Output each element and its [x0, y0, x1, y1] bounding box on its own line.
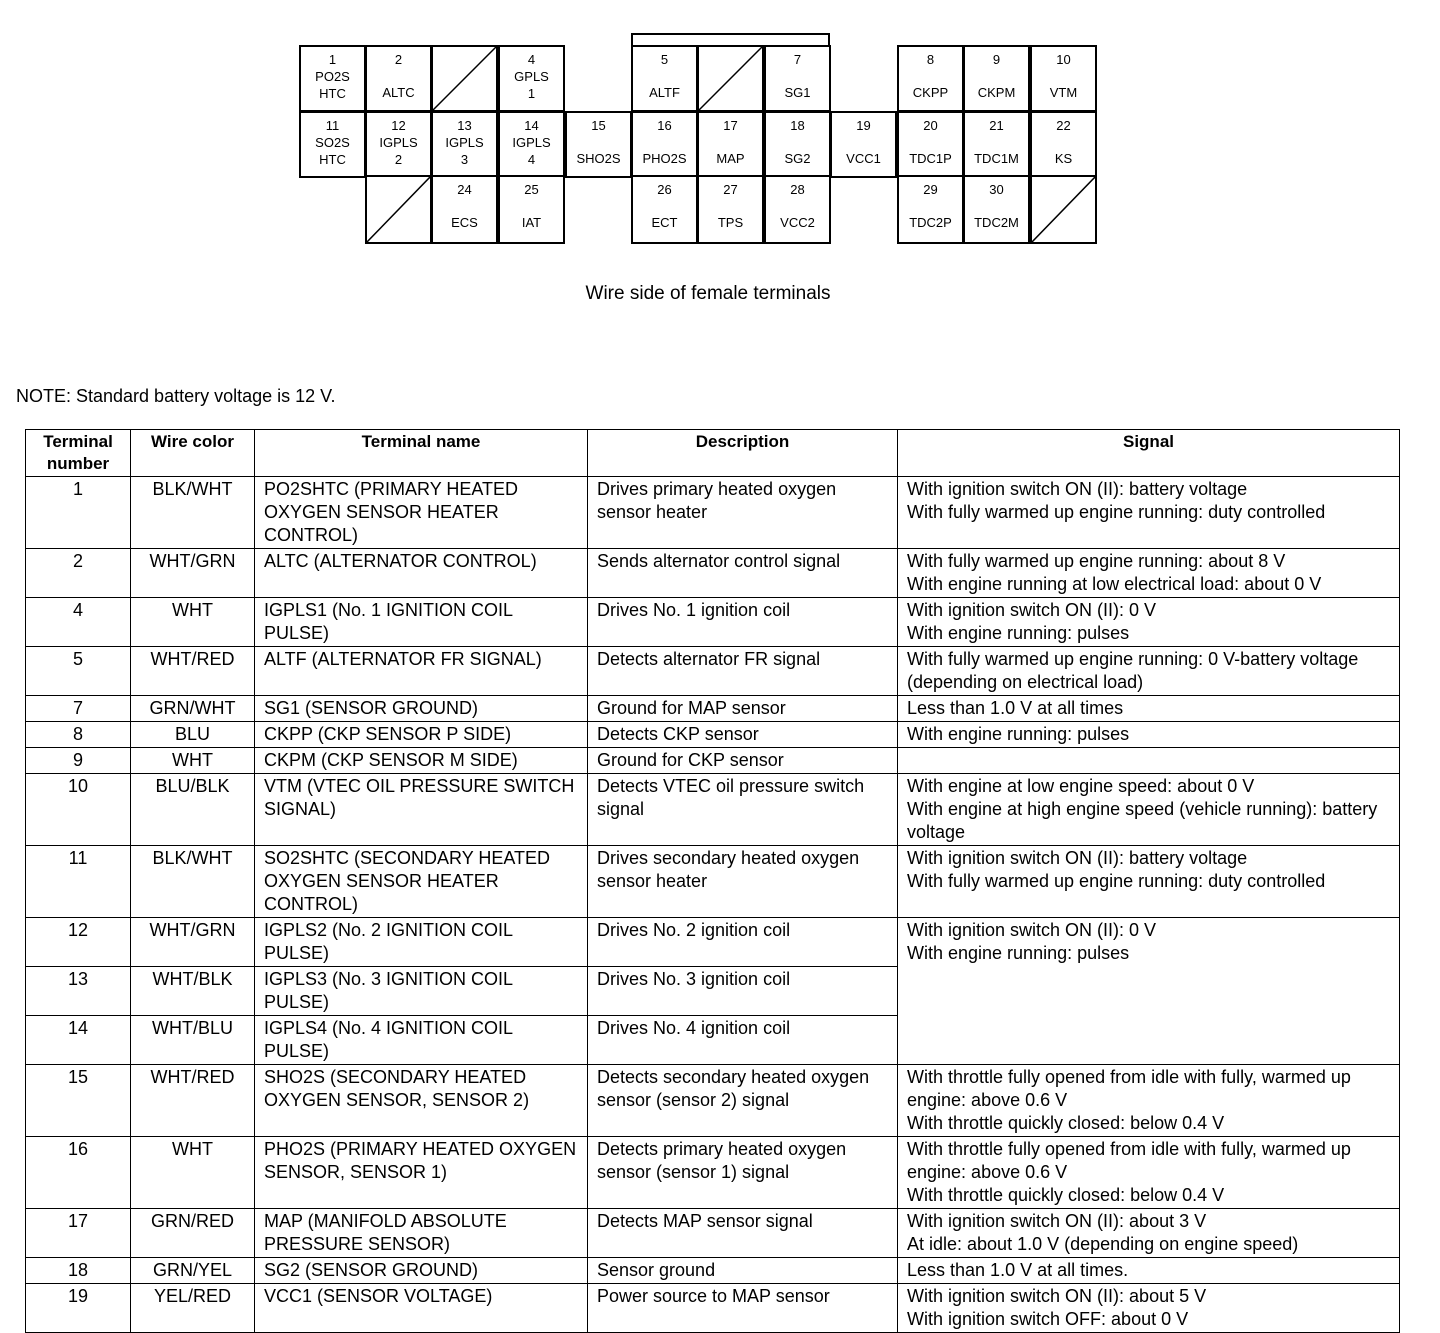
terminal-cell-number: 9	[992, 52, 1001, 67]
terminal-cell	[764, 45, 831, 112]
terminal-name-cell: VTM (VTEC OIL PRESSURE SWITCH SIGNAL)	[255, 774, 588, 846]
signal-line: With ignition switch ON (II): about 3 V	[907, 1211, 1207, 1231]
terminal-number-cell: 14	[26, 1016, 131, 1065]
signal-cell	[898, 1065, 1400, 1137]
signal-line: Less than 1.0 V at all times.	[907, 1260, 1129, 1280]
table-header-row	[26, 430, 1400, 477]
terminal-name-cell: IGPLS1 (No. 1 IGNITION COIL PULSE)	[255, 598, 588, 647]
signal-line: With throttle quickly closed: below 0.4 V	[907, 1185, 1225, 1205]
terminal-number-cell: 1	[26, 477, 131, 549]
signal-cell	[898, 1258, 1400, 1284]
description-cell: Ground for MAP sensor	[588, 696, 898, 722]
terminal-cell-number: 24	[457, 182, 472, 197]
terminal-number-cell: 16	[26, 1137, 131, 1209]
terminal-cell-number: 30	[989, 182, 1004, 197]
terminal-cell-name: SO2S HTC	[315, 135, 350, 167]
table-row	[26, 918, 1400, 967]
blank-slash-icon	[699, 47, 762, 110]
signal-line: With throttle quickly closed: below 0.4 V	[907, 1113, 1225, 1133]
description-cell: Drives No. 4 ignition coil	[588, 1016, 898, 1065]
terminal-cell-name: VTM	[1049, 85, 1078, 100]
terminal-number-cell: 19	[26, 1284, 131, 1333]
terminal-cell-name: ECT	[651, 215, 678, 230]
wire-color-cell: BLK/WHT	[131, 846, 255, 918]
blank-terminal-cell	[1030, 175, 1097, 244]
terminal-cell-name: IGPLS 3	[445, 135, 484, 167]
table-row	[26, 1284, 1400, 1333]
terminal-number-cell: 5	[26, 647, 131, 696]
terminal-cell	[1030, 45, 1097, 112]
terminal-name-cell: PHO2S (PRIMARY HEATED OXYGEN SENSOR, SENSOR 1)	[255, 1137, 588, 1209]
terminal-cell-number: 12	[391, 118, 406, 133]
terminal-cell-name: TDC1M	[974, 151, 1019, 166]
terminal-cell-number: 21	[989, 118, 1004, 133]
terminal-cell	[498, 111, 565, 178]
signal-line: With ignition switch ON (II): battery voltage	[907, 848, 1248, 868]
terminal-cell	[897, 111, 964, 178]
table-row	[26, 846, 1400, 918]
terminal-cell-number: 1	[328, 52, 337, 67]
terminal-cell-number: 15	[591, 118, 606, 133]
signal-line: With engine running: pulses	[907, 724, 1130, 744]
signal-line: With fully warmed up engine running: duty controlled	[907, 871, 1326, 891]
terminal-cell-number: 19	[856, 118, 871, 133]
signal-cell	[898, 1284, 1400, 1333]
terminal-cell-name: IGPLS 4	[512, 135, 551, 167]
wire-color-cell: GRN/RED	[131, 1209, 255, 1258]
terminal-cell	[431, 175, 498, 244]
terminal-cell	[963, 111, 1030, 178]
terminal-cell	[830, 111, 897, 178]
terminal-cell	[565, 111, 632, 178]
description-cell: Detects MAP sensor signal	[588, 1209, 898, 1258]
signal-line: With fully warmed up engine running: duty controlled	[907, 502, 1326, 522]
description-cell: Detects CKP sensor	[588, 722, 898, 748]
terminal-cell-number: 29	[923, 182, 938, 197]
description-cell: Ground for CKP sensor	[588, 748, 898, 774]
wire-color-cell: GRN/WHT	[131, 696, 255, 722]
table-row	[26, 1065, 1400, 1137]
signal-cell	[898, 774, 1400, 846]
description-cell: Drives secondary heated oxygen sensor heater	[588, 846, 898, 918]
description-cell: Drives No. 1 ignition coil	[588, 598, 898, 647]
terminal-cell-number: 17	[723, 118, 738, 133]
signal-cell	[898, 1137, 1400, 1209]
signal-line: With fully warmed up engine running: about 8 V	[907, 551, 1286, 571]
signal-line: With throttle fully opened from idle with fully, warmed up engine: above 0.6 V	[907, 1139, 1351, 1182]
terminal-number-cell: 2	[26, 549, 131, 598]
signal-line: With engine running at low electrical load: about 0 V	[907, 574, 1322, 594]
terminal-cell-name: VCC1	[846, 151, 881, 166]
signal-cell	[898, 1209, 1400, 1258]
table-row	[26, 696, 1400, 722]
terminal-cell	[963, 45, 1030, 112]
terminal-cell-name: SG2	[784, 151, 811, 166]
signal-line: Less than 1.0 V at all times	[907, 698, 1124, 718]
wire-color-cell: WHT/GRN	[131, 918, 255, 967]
terminal-cell-number: 20	[923, 118, 938, 133]
terminal-cell-number: 4	[527, 52, 536, 67]
description-cell: Drives primary heated oxygen sensor heater	[588, 477, 898, 549]
header-description: Description	[588, 430, 898, 477]
wire-color-cell: WHT	[131, 1137, 255, 1209]
terminal-cell	[631, 45, 698, 112]
battery-note: NOTE: Standard battery voltage is 12 V.	[16, 386, 336, 406]
terminal-cell-name: KS	[1054, 151, 1073, 166]
signal-line: With engine at low engine speed: about 0 V	[907, 776, 1255, 796]
blank-terminal-cell	[697, 45, 764, 112]
signal-line: With fully warmed up engine running: 0 V-battery voltage (depending on electrical load)	[907, 649, 1359, 692]
signal-cell	[898, 918, 1400, 1065]
wire-color-cell: BLK/WHT	[131, 477, 255, 549]
blank-terminal-cell	[431, 45, 498, 112]
terminal-number-cell: 10	[26, 774, 131, 846]
terminal-cell-number: 5	[660, 52, 669, 67]
terminal-name-cell: IGPLS3 (No. 3 IGNITION COIL PULSE)	[255, 967, 588, 1016]
terminal-cell	[299, 45, 366, 112]
terminal-cell	[697, 111, 764, 178]
terminal-cell	[697, 175, 764, 244]
terminal-name-cell: IGPLS4 (No. 4 IGNITION COIL PULSE)	[255, 1016, 588, 1065]
terminal-name-cell: PO2SHTC (PRIMARY HEATED OXYGEN SENSOR HEATER CONTROL)	[255, 477, 588, 549]
terminal-table	[25, 429, 1400, 1333]
wire-color-cell: WHT	[131, 748, 255, 774]
terminal-cell-name: GPLS 1	[514, 69, 549, 101]
terminal-cell-number: 26	[657, 182, 672, 197]
description-cell: Power source to MAP sensor	[588, 1284, 898, 1333]
terminal-cell	[631, 111, 698, 178]
terminal-number-cell: 13	[26, 967, 131, 1016]
signal-cell	[898, 647, 1400, 696]
table-row	[26, 748, 1400, 774]
terminal-cell-number: 7	[793, 52, 802, 67]
terminal-name-cell: VCC1 (SENSOR VOLTAGE)	[255, 1284, 588, 1333]
description-cell: Drives No. 3 ignition coil	[588, 967, 898, 1016]
signal-line: With ignition switch ON (II): 0 V	[907, 600, 1157, 620]
wire-color-cell: YEL/RED	[131, 1284, 255, 1333]
terminal-cell-number: 18	[790, 118, 805, 133]
diagram-caption: Wire side of female terminals	[585, 283, 831, 304]
terminal-cell-number: 10	[1056, 52, 1071, 67]
terminal-name-cell: CKPP (CKP SENSOR P SIDE)	[255, 722, 588, 748]
blank-slash-icon	[1032, 177, 1095, 242]
terminal-cell-number: 11	[325, 118, 340, 133]
signal-line: With ignition switch ON (II): battery voltage	[907, 479, 1248, 499]
terminal-name-cell: SG2 (SENSOR GROUND)	[255, 1258, 588, 1284]
terminal-number-cell: 4	[26, 598, 131, 647]
wire-color-cell: WHT/RED	[131, 647, 255, 696]
description-cell: Detects secondary heated oxygen sensor (sensor 2) signal	[588, 1065, 898, 1137]
terminal-cell-name: PHO2S	[642, 151, 687, 166]
description-cell: Detects alternator FR signal	[588, 647, 898, 696]
terminal-cell	[299, 111, 366, 178]
terminal-name-cell: SG1 (SENSOR GROUND)	[255, 696, 588, 722]
wire-color-cell: BLU	[131, 722, 255, 748]
terminal-number-cell: 12	[26, 918, 131, 967]
terminal-cell-number: 22	[1056, 118, 1071, 133]
terminal-cell-name: CKPM	[977, 85, 1016, 100]
terminal-cell-name: ALTC	[382, 85, 415, 100]
blank-slash-icon	[433, 47, 496, 110]
blank-slash-icon	[367, 177, 430, 242]
signal-cell	[898, 748, 1400, 774]
terminal-cell-number: 27	[723, 182, 738, 197]
terminal-cell-name: PO2S HTC	[315, 69, 350, 101]
terminal-number-cell: 15	[26, 1065, 131, 1137]
table-row	[26, 1209, 1400, 1258]
signal-cell	[898, 549, 1400, 598]
terminal-cell	[431, 111, 498, 178]
terminal-cell-name: TDC2P	[909, 215, 952, 230]
signal-line: At idle: about 1.0 V (depending on engine speed)	[907, 1234, 1299, 1254]
wire-color-cell: WHT	[131, 598, 255, 647]
table-row	[26, 1137, 1400, 1209]
description-cell: Sensor ground	[588, 1258, 898, 1284]
signal-cell	[898, 598, 1400, 647]
connector-top-bar	[631, 33, 830, 45]
blank-terminal-cell	[365, 175, 432, 244]
table-row	[26, 598, 1400, 647]
terminal-cell	[631, 175, 698, 244]
terminal-cell	[365, 45, 432, 112]
terminal-cell-name: VCC2	[780, 215, 815, 230]
terminal-cell	[764, 111, 831, 178]
wire-color-cell: WHT/BLK	[131, 967, 255, 1016]
wire-color-cell: GRN/YEL	[131, 1258, 255, 1284]
terminal-cell	[365, 111, 432, 178]
signal-line: With throttle fully opened from idle with fully, warmed up engine: above 0.6 V	[907, 1067, 1351, 1110]
header-signal: Signal	[898, 430, 1400, 477]
wire-color-cell: WHT/GRN	[131, 549, 255, 598]
terminal-name-cell: MAP (MANIFOLD ABSOLUTE PRESSURE SENSOR)	[255, 1209, 588, 1258]
terminal-name-cell: IGPLS2 (No. 2 IGNITION COIL PULSE)	[255, 918, 588, 967]
description-cell: Detects VTEC oil pressure switch signal	[588, 774, 898, 846]
terminal-name-cell: SHO2S (SECONDARY HEATED OXYGEN SENSOR, SENSOR 2)	[255, 1065, 588, 1137]
description-cell: Sends alternator control signal	[588, 549, 898, 598]
terminal-cell-number: 16	[657, 118, 672, 133]
signal-line: With engine at high engine speed (vehicle running): battery voltage	[907, 799, 1378, 842]
terminal-cell-name: TDC1P	[909, 151, 952, 166]
signal-cell	[898, 846, 1400, 918]
header-terminal-name: Terminal name	[255, 430, 588, 477]
terminal-cell	[963, 175, 1030, 244]
terminal-cell-name: TDC2M	[974, 215, 1019, 230]
terminal-cell-name: SHO2S	[576, 151, 621, 166]
signal-line: With ignition switch OFF: about 0 V	[907, 1309, 1189, 1329]
wire-color-cell: BLU/BLK	[131, 774, 255, 846]
table-row	[26, 774, 1400, 846]
terminal-cell-number: 8	[926, 52, 935, 67]
terminal-cell-name: TPS	[717, 215, 744, 230]
terminal-cell	[897, 45, 964, 112]
signal-cell	[898, 722, 1400, 748]
terminal-cell	[764, 175, 831, 244]
terminal-cell-number: 14	[524, 118, 539, 133]
terminal-cell-number: 13	[457, 118, 472, 133]
terminal-number-cell: 8	[26, 722, 131, 748]
terminal-number-cell: 9	[26, 748, 131, 774]
terminal-cell-number: 28	[790, 182, 805, 197]
wire-color-cell: WHT/BLU	[131, 1016, 255, 1065]
terminal-cell	[498, 175, 565, 244]
terminal-cell-name: MAP	[716, 151, 745, 166]
terminal-cell-number: 2	[394, 52, 403, 67]
terminal-number-cell: 18	[26, 1258, 131, 1284]
terminal-cell-name: CKPP	[912, 85, 949, 100]
terminal-cell-name: IAT	[521, 215, 542, 230]
description-cell: Drives No. 2 ignition coil	[588, 918, 898, 967]
signal-line: With engine running: pulses	[907, 943, 1130, 963]
signal-line: With ignition switch ON (II): about 5 V	[907, 1286, 1207, 1306]
connector-diagram	[0, 0, 1440, 260]
signal-line: With ignition switch ON (II): 0 V	[907, 920, 1157, 940]
header-terminal-number: Terminal number	[26, 430, 131, 477]
terminal-cell-name: SG1	[784, 85, 811, 100]
terminal-name-cell: CKPM (CKP SENSOR M SIDE)	[255, 748, 588, 774]
terminal-cell	[498, 45, 565, 112]
description-cell: Detects primary heated oxygen sensor (sensor 1) signal	[588, 1137, 898, 1209]
terminal-name-cell: ALTC (ALTERNATOR CONTROL)	[255, 549, 588, 598]
terminal-number-cell: 7	[26, 696, 131, 722]
terminal-cell	[897, 175, 964, 244]
terminal-name-cell: SO2SHTC (SECONDARY HEATED OXYGEN SENSOR HEATER CONTROL)	[255, 846, 588, 918]
terminal-cell-name: ECS	[451, 215, 478, 230]
signal-cell	[898, 696, 1400, 722]
signal-line: With engine running: pulses	[907, 623, 1130, 643]
terminal-number-cell: 11	[26, 846, 131, 918]
terminal-number-cell: 17	[26, 1209, 131, 1258]
table-row	[26, 1258, 1400, 1284]
table-row	[26, 477, 1400, 549]
table-row	[26, 722, 1400, 748]
signal-cell	[898, 477, 1400, 549]
terminal-cell-name: ALTF	[649, 85, 680, 100]
table-row	[26, 549, 1400, 598]
terminal-cell-number: 25	[524, 182, 539, 197]
terminal-cell-name: IGPLS 2	[379, 135, 418, 167]
terminal-cell	[1030, 111, 1097, 178]
header-wire-color: Wire color	[131, 430, 255, 477]
table-row	[26, 647, 1400, 696]
terminal-name-cell: ALTF (ALTERNATOR FR SIGNAL)	[255, 647, 588, 696]
wire-color-cell: WHT/RED	[131, 1065, 255, 1137]
